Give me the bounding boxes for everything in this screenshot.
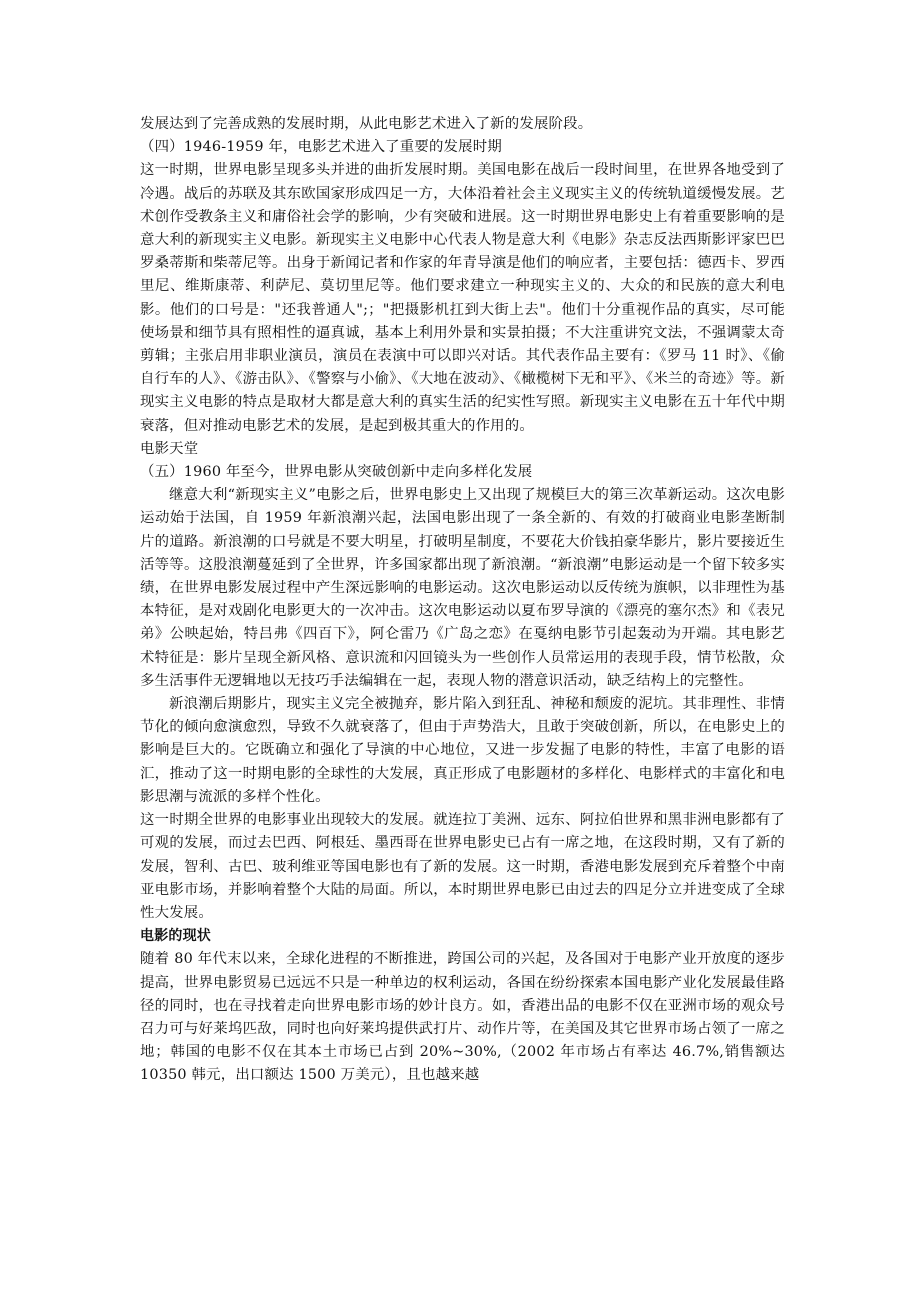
section-heading-four: （四）1946-1959 年，电影艺术进入了重要的发展时期 bbox=[140, 139, 502, 156]
paragraph-continuation: 发展达到了完善成熟的发展时期，从此电影艺术进入了新的发展阶段。 bbox=[140, 116, 593, 132]
section-heading-current-status: 电影的现状 bbox=[140, 928, 211, 945]
section-heading-five: （五）1960 年至今，世界电影从突破创新中走向多样化发展 bbox=[140, 464, 533, 481]
paragraph-current-status: 随着 80 年代末以来，全球化进程的不断推进，跨国公司的兴起，及各国对于电影产业开放度的逐步提高，世界电影贸易已远远不只是一种单边的权利运动，各国在纷纷探索本国电影产业化发展最佳路径的同时，也在寻找着走向世界电影市场的妙计良方。如，香港出品的电影不仅在亚洲市场的观众号召力可与好莱坞匹敌，同时也向好莱坞提供武打片、动作片等，在美国及其它世界市场占领了一席之地；韩国的电影不仅在其本土市场已占到 20%~30%,（2002 年市场占有率达 46.7%,销售额达 10350 韩元，出口额达 1500 万美元），且也越来越 bbox=[140, 951, 785, 1084]
paragraph-new-wave: 继意大利“新现实主义”电影之后，世界电影史上又出现了规模巨大的第三次革新运动。这次电影运动始于法国，自 1959 年新浪潮兴起，法国电影出现了一条全新的、有效的打破商业电影垄断制片的道路。新浪潮的口号就是不要大明星，打破明星制度，不要花大价钱拍豪华影片，影片要接近生活等等。这股浪潮蔓延到了全世界，许多国家都出现了新浪潮。“新浪潮”电影运动是一个留下较多实绩，在世界电影发展过程中产生深远影响的电影运动。这次电影运动以反传统为旗帜，以非理性为基本特征，是对戏剧化电影更大的一次冲击。这次电影运动以夏布罗导演的《漂亮的塞尔杰》和《表兄弟》公映起始，特吕弗《四百下》，阿仑雷乃《广岛之恋》在戛纳电影节引起轰动为开端。其电影艺术特征是：影片呈现全新风格、意识流和闪回镜头为一些创作人员常运用的表现手段，情节松散，众多生活事件无逻辑地以无技巧手法编辑在一起，表现人物的潜意识活动，缺乏结构上的完整性。 bbox=[140, 487, 785, 689]
document-body bbox=[140, 113, 785, 1088]
paragraph-neorealism: 这一时期，世界电影呈现多头并进的曲折发展时期。美国电影在战后一段时间里，在世界各地受到了冷遇。战后的苏联及其东欧国家形成四足一方，大体沿着社会主义现实主义的传统轨道缓慢发展。艺术创作受教条主义和庸俗社会学的影响，少有突破和进展。这一时期世界电影史上有着重要影响的是意大利的新现实主义电影。新现实主义电影中心代表人物是意大利《电影》杂志反法西斯影评家巴巴罗桑蒂斯和柴蒂尼等。出身于新闻记者和作家的年青导演是他们的响应者，主要包括：德西卡、罗西里尼、维斯康蒂、利萨尼、莫切里尼等。他们要求建立一种现实主义的、大众的和民族的意大利电影。他们的口号是："还我普通人";；"把摄影机扛到大街上去"。他们十分重视作品的真实，尽可能使场景和细节具有照相性的逼真诚，基本上利用外景和实景拍摄；不大注重讲究文法，不强调蒙太奇剪辑；主张启用非职业演员，演员在表演中可以即兴对话。其代表作品主要有：《罗马 11 时》、《偷自行车的人》、《游击队》、《警察与小偷》、《大地在波动》、《橄榄树下无和平》、《米兰的奇迹》等。新现实主义电影的特点是取材大都是意大利的真实生活的纪实性写照。新现实主义电影在五十年代中期衰落，但对推动电影艺术的发展，是起到极其重大的作用的。 bbox=[140, 162, 785, 434]
stray-text-line: 电影天堂 bbox=[140, 440, 199, 457]
paragraph-late-new-wave: 新浪潮后期影片，现实主义完全被抛弃，影片陷入到狂乱、神秘和颓废的泥坑。其非理性、非情节化的倾向愈演愈烈，导致不久就衰落了，但由于声势浩大，且敢于突破创新，所以，在电影史上的影响是巨大的。它既确立和强化了导演的中心地位，又进一步发掘了电影的特性，丰富了电影的语汇，推动了这一时期电影的全球性的大发展，真正形成了电影题材的多样化、电影样式的丰富化和电影思潮与流派的多样个性化。 bbox=[140, 696, 785, 805]
paragraph-global-development: 这一时期全世界的电影事业出现较大的发展。就连拉丁美洲、远东、阿拉伯世界和黑非洲电影都有了可观的发展，而过去巴西、阿根廷、墨西哥在世界电影史已占有一席之地，在这段时期，又有了新的发展，智利、古巴、玻利维亚等国电影也有了新的发展。这一时期，香港电影发展到充斥着整个中南亚电影市场，并影响着整个大陆的局面。所以，本时期世界电影已由过去的四足分立并进变成了全球性大发展。 bbox=[140, 812, 785, 921]
